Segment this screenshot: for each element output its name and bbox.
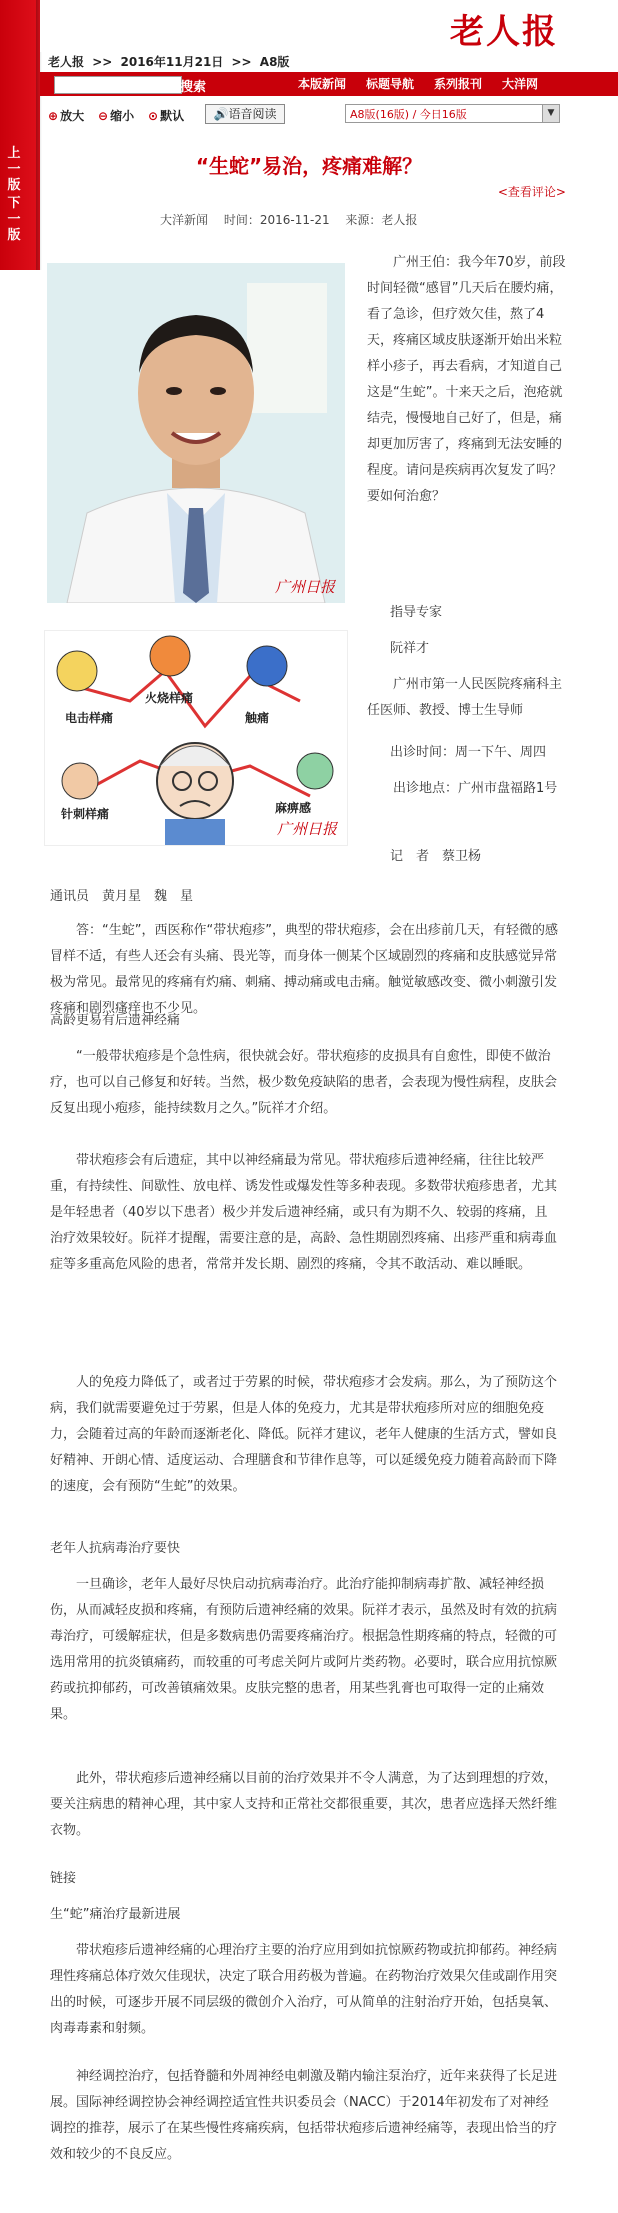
prev-page-link[interactable]: 上一版	[7, 146, 21, 193]
expert-heading: 指导专家	[390, 605, 443, 620]
label-numbness: 麻痹感	[275, 801, 312, 815]
label-electric-pain: 电击样痛	[65, 711, 114, 725]
breadcrumb-sep: >>	[92, 55, 113, 69]
label-touch-pain: 触痛	[245, 711, 270, 725]
default-size-label: 默认	[160, 109, 185, 123]
next-page-link[interactable]: 下一版	[7, 196, 21, 243]
body-paragraph-psychology: 此外，带状疱疹后遗神经痛以目前的治疗效果并不令人满意，为了达到理想的疗效，要关注病患的精神心理，其中家人支持和正常社交都很重要，其次，患者应选择天然纤维衣物。	[50, 1771, 558, 1838]
search-button[interactable]: 搜索	[180, 80, 207, 95]
label-needle-pain: 针刺样痛	[61, 807, 110, 821]
newspaper-logo: 老人报	[450, 12, 558, 52]
meta-source-site: 大洋新闻	[160, 213, 209, 227]
zoom-out-label: 缩小	[110, 109, 135, 123]
breadcrumb-edition[interactable]: A8版	[259, 55, 290, 69]
nav-item-series[interactable]: 系列报刊	[434, 77, 483, 91]
reader-question: 广州王伯：我今年70岁，前段时间轻微“感冒”几天后在腰灼痛，看了急诊，但疗效欠佳，熬了4天，疼痛区域皮肤逐渐开始出米粒样小疹子，再去看病，才知道自己这是“生蛇”。十来天之后，泡疮就结壳，慢慢地自己好了，但是，痛却更加厉害了，疼痛到无法安睡的程度。请问是疾病再次复发了吗？要如何治愈？	[367, 255, 566, 504]
body-paragraph-immunity: 人的免疫力降低了，或者过于劳累的时候，带状疱疹才会发病。那么，为了预防这个病，我们就需要避免过于劳累，但是人体的免疫力，尤其是带状疱疹所对应的细胞免疫力，会随着过高的年龄而逐渐老化、降低。阮祥才建议，老年人健康的生活方式，譬如良好精神、开朗心情、适度运动、合理膳食和节律作息等，可以延缓免疫力随着高龄而下降的速度，会有预防“生蛇”的效果。	[50, 1375, 558, 1494]
clinic-time: 出诊时间：周一下午、周四	[390, 745, 547, 760]
correspondents: 通讯员 黄月星 魏 星	[50, 889, 194, 904]
default-size-button[interactable]	[148, 107, 184, 124]
article-title: “生蛇”易治，疼痛难解？	[195, 154, 423, 178]
section-heading-antiviral: 老年人抗病毒治疗要快	[50, 1541, 181, 1556]
breadcrumb	[48, 53, 293, 70]
zoom-in-label: 放大	[60, 109, 85, 123]
photo-watermark: 广州日报	[274, 578, 335, 596]
label-burning-pain: 火烧样痛	[145, 691, 194, 705]
body-paragraph-neuromodulation: 神经调控治疗，包括脊髓和外周神经电刺激及鞘内输注泵治疗，近年来获得了长足进展。国际神经调控协会神经调控适宜性共识委员会（NACC）于2014年初发布了对神经调控的推荐，展示了在某些慢性疼痛疾病，包括带状疱疹后遗神经痛等，表现出恰当的疗效和较少的不良反应。	[50, 2069, 558, 2162]
breadcrumb-paper[interactable]: 老人报	[48, 55, 85, 69]
chevron-down-icon[interactable]: ▼	[542, 105, 559, 122]
nav-item-title-nav[interactable]: 标题导航	[366, 77, 415, 91]
search-input[interactable]	[54, 76, 182, 94]
edition-select-value: A8版(16版) / 今日16版	[350, 108, 467, 121]
pain-types-cartoon	[44, 630, 348, 846]
zoom-in-button[interactable]	[48, 107, 84, 124]
meta-source: 来源：老人报	[345, 213, 418, 227]
section-heading-link: 链接	[50, 1871, 77, 1886]
section-heading-elderly-neuralgia: 高龄更易有后遗神经痛	[50, 1013, 181, 1028]
clinic-location: 出诊地点：广州市盘福路1号	[393, 781, 558, 796]
nav-item-page-news[interactable]: 本版新闻	[298, 77, 347, 91]
default-size-icon: ⊙	[148, 109, 159, 123]
edition-select[interactable]	[345, 104, 560, 123]
zoom-out-icon: ⊖	[98, 109, 109, 123]
expert-title: 广州市第一人民医院疼痛科主任医师、教授、博士生导师	[367, 677, 563, 718]
cartoon-watermark: 广州日报	[276, 820, 337, 838]
breadcrumb-sep: >>	[231, 55, 252, 69]
voice-read-button[interactable]	[205, 104, 285, 124]
meta-time: 时间：2016-11-21	[223, 213, 330, 227]
main-nav	[298, 75, 538, 92]
section-heading-treatment-progress: 生“蛇”痛治疗最新进展	[50, 1907, 181, 1922]
view-comments-link[interactable]: <查看评论>	[497, 185, 566, 199]
zoom-out-button[interactable]	[98, 107, 134, 124]
doctor-illustration	[47, 263, 345, 603]
speaker-icon: 🔊	[213, 107, 229, 121]
body-paragraph-treatment: 带状疱疹后遗神经痛的心理治疗主要的治疗应用到如抗惊厥药物或抗抑郁药。神经病理性疼痛总体疗效欠佳现状，决定了联合用药极为普遍。在药物治疗效果欠佳或副作用突出的时候，可逐步开展不同层级的微创介入治疗，可从简单的注射治疗开始，包括臭氧、肉毒毒素和射频。	[50, 1943, 558, 2036]
breadcrumb-date[interactable]: 2016年11月21日	[120, 55, 224, 69]
voice-read-label: 语音阅读	[228, 107, 277, 121]
answer-paragraph: 答：“生蛇”，西医称作“带状疱疹”，典型的带状疱疹，会在出疹前几天，有轻微的感冒样不适，有些人还会有头痛、畏光等，而身体一侧某个区域剧烈的疼痛和皮肤感觉异常极为常见。最常见的疼痛有灼痛、刺痛、搏动痛或电击痛。触觉敏感改变、微小刺激引发疼痛和剧烈瘙痒也不少见。	[50, 923, 558, 1016]
article-meta	[160, 211, 429, 228]
body-paragraph-sequelae: 带状疱疹会有后遗症，其中以神经痛最为常见。带状疱疹后遗神经痛，往往比较严重，有持续性、间歇性、放电样、诱发性或爆发性等多种表现。多数带状疱疹患者，尤其是年轻患者（40岁以下患者）极少并发后遗神经痛，或只有为期不久、较弱的疼痛，且治疗效果较好。阮祥才提醒，需要注意的是，高龄、急性期剧烈疼痛、出疹严重和病毒血症等多重高危风险的患者，常常并发长期、剧烈的疼痛，令其不敢活动、难以睡眠。	[50, 1153, 558, 1272]
zoom-in-icon: ⊕	[48, 109, 59, 123]
nav-item-dayoo[interactable]: 大洋网	[502, 77, 539, 91]
body-paragraph-self-healing: “一般带状疱疹是个急性病，很快就会好。带状疱疹的皮损具有自愈性，即使不做治疗，也可以自己修复和好转。当然，极少数免疫缺陷的患者，会表现为慢性病程，皮肤会反复出现小疱疹，能持续数月之久。”阮祥才介绍。	[50, 1049, 558, 1116]
body-paragraph-antiviral: 一旦确诊，老年人最好尽快启动抗病毒治疗。此治疗能抑制病毒扩散、减轻神经损伤，从而减轻皮损和疼痛，有预防后遗神经痛的效果。阮祥才表示，虽然及时有效的抗病毒治疗，可缓解症状，但是多数病患仍需要疼痛治疗。根据急性期疼痛的特点，轻微的可选用常用的抗炎镇痛药，而较重的可考虑关阿片或阿片类药物。必要时，联合应用抗惊厥药或抗抑郁药，可改善镇痛效果。皮肤完整的患者，用某些乳膏也可取得一定的止痛效果。	[50, 1577, 558, 1722]
reporter: 记 者 蔡卫杨	[390, 849, 482, 864]
expert-name: 阮祥才	[390, 641, 430, 656]
doctor-photo	[47, 263, 345, 603]
